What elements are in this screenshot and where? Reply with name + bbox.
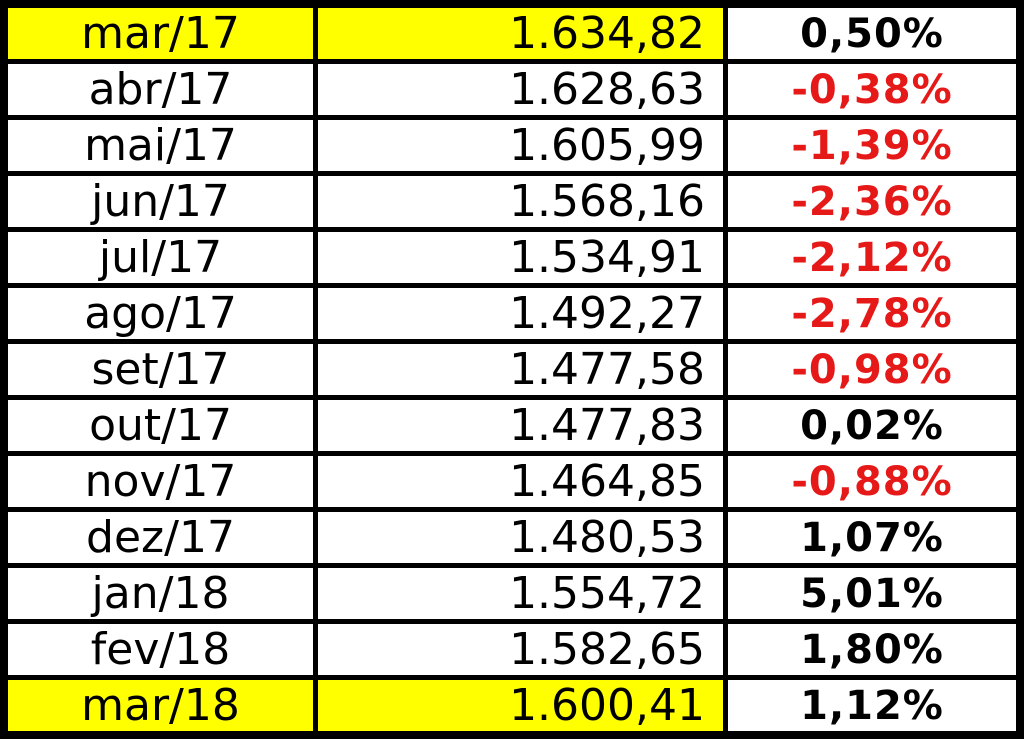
month-cell: mar/17 — [8, 8, 313, 59]
month-cell: mai/17 — [8, 120, 313, 171]
percent-cell: 1,80% — [728, 624, 1016, 675]
month-cell: set/17 — [8, 344, 313, 395]
value-cell: 1.480,53 — [318, 512, 723, 563]
month-cell: ago/17 — [8, 288, 313, 339]
percent-cell: -0,38% — [728, 64, 1016, 115]
value-cell: 1.600,41 — [318, 680, 723, 731]
month-cell: abr/17 — [8, 64, 313, 115]
percent-cell: 1,07% — [728, 512, 1016, 563]
value-cell: 1.568,16 — [318, 176, 723, 227]
month-cell: out/17 — [8, 400, 313, 451]
percent-cell: -0,98% — [728, 344, 1016, 395]
value-cell: 1.534,91 — [318, 232, 723, 283]
month-cell: fev/18 — [8, 624, 313, 675]
value-cell: 1.464,85 — [318, 456, 723, 507]
value-cell: 1.628,63 — [318, 64, 723, 115]
percent-cell: 1,12% — [728, 680, 1016, 731]
month-cell: jan/18 — [8, 568, 313, 619]
value-cell: 1.605,99 — [318, 120, 723, 171]
value-cell: 1.477,58 — [318, 344, 723, 395]
percent-cell: 0,50% — [728, 8, 1016, 59]
percent-cell: -1,39% — [728, 120, 1016, 171]
percent-cell: -2,36% — [728, 176, 1016, 227]
percent-cell: 5,01% — [728, 568, 1016, 619]
value-cell: 1.477,83 — [318, 400, 723, 451]
month-cell: mar/18 — [8, 680, 313, 731]
percent-cell: 0,02% — [728, 400, 1016, 451]
month-cell: jun/17 — [8, 176, 313, 227]
value-cell: 1.492,27 — [318, 288, 723, 339]
month-cell: nov/17 — [8, 456, 313, 507]
value-cell: 1.554,72 — [318, 568, 723, 619]
percent-cell: -2,78% — [728, 288, 1016, 339]
percent-cell: -0,88% — [728, 456, 1016, 507]
percent-cell: -2,12% — [728, 232, 1016, 283]
month-cell: dez/17 — [8, 512, 313, 563]
month-cell: jul/17 — [8, 232, 313, 283]
value-cell: 1.634,82 — [318, 8, 723, 59]
value-cell: 1.582,65 — [318, 624, 723, 675]
